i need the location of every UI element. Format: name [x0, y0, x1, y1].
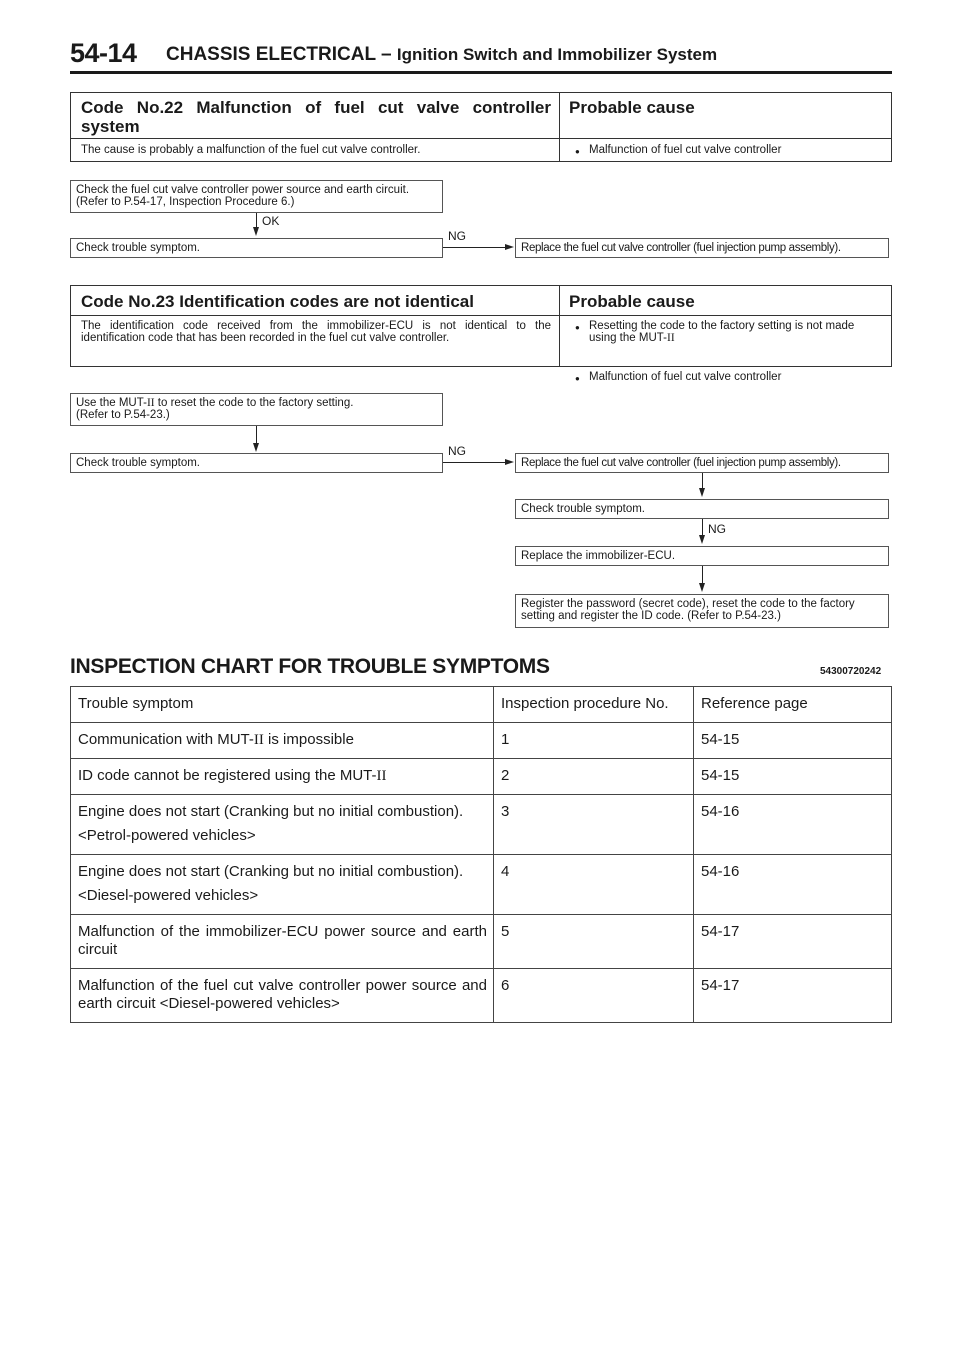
code22-description: The cause is probably a malfunction of the fuel cut valve controller.	[81, 144, 421, 156]
row-reference: 54-16	[694, 855, 892, 915]
code22-step-check-power	[70, 180, 443, 213]
row-procedure: 5	[494, 915, 694, 969]
code23-connector-2	[443, 462, 505, 463]
code23-connector-4	[702, 519, 703, 536]
subsection-name: Ignition Switch and Immobilizer System	[396, 45, 718, 64]
inspection-table	[70, 686, 892, 1023]
code23-connector-1	[256, 426, 257, 444]
symptom-qualifier: <Diesel-powered vehicles>	[78, 887, 259, 904]
symptom-text: Engine does not start (Cranking but no initial combustion).	[78, 863, 464, 880]
code23-step-check-symptom-text: Check trouble symptom.	[76, 457, 200, 469]
row-reference: 54-16	[694, 795, 892, 855]
table-row	[71, 759, 892, 795]
code23-arrow-2	[505, 459, 514, 465]
code22-step-check-symptom	[70, 238, 443, 258]
table-row	[71, 855, 892, 915]
code23-cause-1-line1: Resetting the code to the factory setting is not made	[589, 320, 855, 332]
col-header-procedure: Inspection procedure No.	[494, 687, 694, 723]
code23-cause-1	[575, 320, 889, 344]
code23-arrow-4	[699, 535, 705, 544]
inspection-chart-code: 54300720242	[820, 666, 882, 677]
row-symptom	[71, 795, 494, 855]
code23-step-reset-roman: II	[146, 397, 155, 409]
section-name: CHASSIS ELECTRICAL	[166, 44, 376, 65]
code23-step-reset-text-b: to reset the code to the factory setting.	[154, 397, 354, 409]
code23-arrow-1	[253, 443, 259, 452]
page-number: 54-14	[70, 38, 137, 68]
col-header-reference: Reference page	[694, 687, 892, 723]
header-rule	[70, 71, 892, 74]
code23-ng-label-1: NG	[448, 444, 466, 458]
title-dash: –	[381, 44, 392, 65]
page-header	[70, 30, 892, 74]
symptom-text: Communication with MUT-	[78, 731, 254, 748]
code22-table	[70, 92, 892, 162]
row-symptom: Malfunction of the fuel cut valve controller power source and earth circuit <Diesel-powered vehicles>	[71, 969, 494, 1023]
row-procedure: 3	[494, 795, 694, 855]
code23-action-replace-controller	[515, 453, 889, 473]
code22-connector-1	[256, 213, 257, 227]
code23-step-check-symptom	[70, 453, 443, 473]
code23-action-replace-ecu	[515, 546, 889, 566]
code22-action-replace-controller	[515, 238, 889, 258]
row-symptom: Malfunction of the immobilizer-ECU power source and earth circuit	[71, 915, 494, 969]
section-title	[166, 44, 717, 66]
code23-action-register-text: Register the password (secret code), reset the code to the factory setting and register the ID code. (Refer to P.54-23.)	[521, 598, 855, 622]
code22-arrow-2	[505, 244, 514, 250]
code23-connector-5	[702, 566, 703, 584]
code23-connector-3	[702, 473, 703, 489]
code23-cause-1-roman: II	[666, 332, 675, 344]
symptom-qualifier: <Petrol-powered vehicles>	[78, 827, 256, 844]
row-reference: 54-15	[694, 759, 892, 795]
code23-title: Code No.23 Identification codes are not identical	[81, 292, 474, 311]
code22-connector-2	[443, 247, 505, 248]
code23-step-reset-ref: (Refer to P.54-23.)	[76, 409, 170, 421]
code22-arrow-1	[253, 227, 259, 236]
code22-step-check-power-text: Check the fuel cut valve controller power source and earth circuit. (Refer to P.54-17, Inspection Procedure 6.)	[76, 184, 410, 208]
row-procedure: 2	[494, 759, 694, 795]
row-symptom	[71, 855, 494, 915]
code23-action-register	[515, 594, 889, 628]
symptom-tail: is impossible	[263, 731, 354, 748]
row-procedure: 4	[494, 855, 694, 915]
code23-table	[70, 285, 892, 383]
code22-probable-cause-heading: Probable cause	[569, 98, 695, 117]
code23-ng-label-2: NG	[708, 522, 726, 536]
code23-action-replace-ecu-text: Replace the immobilizer-ECU.	[521, 550, 676, 562]
code23-step-reset-text-a: Use the MUT-	[76, 397, 147, 409]
row-reference: 54-17	[694, 915, 892, 969]
inspection-table-header	[71, 687, 892, 723]
code22-title: Code No.22 Malfunction of fuel cut valve controller system	[81, 98, 551, 136]
code23-description: The identification code received from the immobilizer-ECU is not identical to the identification code that has been recorded in the fuel cut valve controller.	[81, 320, 551, 344]
symptom-roman: II	[253, 732, 264, 748]
code23-cause-2: ● Malfunction of fuel cut valve controller	[575, 371, 960, 383]
row-procedure: 1	[494, 723, 694, 759]
table-row	[71, 723, 892, 759]
code22-cause-1: ● Malfunction of fuel cut valve controller	[575, 144, 960, 156]
code22-action-replace-controller-text: Replace the fuel cut valve controller (fuel injection pump assembly).	[521, 242, 841, 254]
code23-arrow-3	[699, 488, 705, 497]
row-symptom	[71, 723, 494, 759]
code23-step-check-symptom-2-text: Check trouble symptom.	[521, 503, 645, 515]
code22-step-check-symptom-text: Check trouble symptom.	[76, 242, 200, 254]
col-header-symptom: Trouble symptom	[71, 687, 494, 723]
table-row	[71, 969, 892, 1023]
symptom-roman: II	[376, 768, 387, 784]
code23-divider	[559, 286, 560, 366]
symptom-text: Engine does not start (Cranking but no initial combustion).	[78, 803, 464, 820]
code23-probable-cause-heading: Probable cause	[569, 292, 695, 311]
code22-rule	[71, 138, 891, 139]
row-symptom	[71, 759, 494, 795]
code22-ng-label: NG	[448, 229, 466, 243]
code23-cause-1-line2: using the MUT-	[589, 332, 667, 344]
code23-arrow-5	[699, 583, 705, 592]
inspection-chart-title: INSPECTION CHART FOR TROUBLE SYMPTOMS	[70, 655, 550, 678]
table-row	[71, 915, 892, 969]
code22-divider	[559, 93, 560, 161]
code23-action-replace-controller-text: Replace the fuel cut valve controller (fuel injection pump assembly).	[521, 457, 841, 469]
code23-step-reset-code	[70, 393, 443, 426]
row-reference: 54-15	[694, 723, 892, 759]
table-row	[71, 795, 892, 855]
code23-step-check-symptom-2	[515, 499, 889, 519]
symptom-text: ID code cannot be registered using the MUT-	[78, 767, 377, 784]
row-procedure: 6	[494, 969, 694, 1023]
code23-rule	[71, 315, 891, 316]
row-reference: 54-17	[694, 969, 892, 1023]
code22-ok-label: OK	[262, 214, 280, 228]
